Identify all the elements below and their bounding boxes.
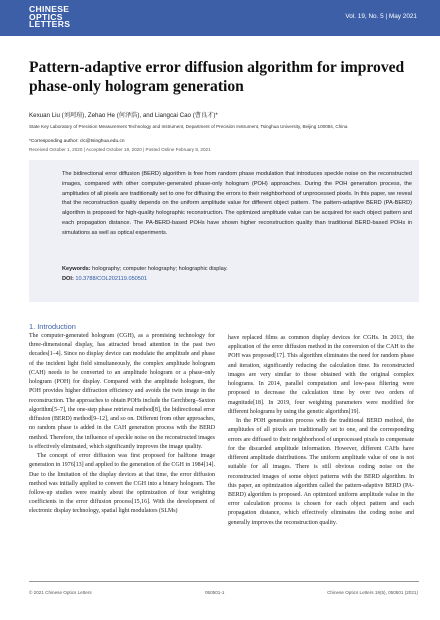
paragraph: have replaced films as common display devices for CGHs. In 2013, the application of the error diffusion method in the conversion of the CAH to the POH was proposed[17]. This algorithm eliminates the need for random phase and iteration, significantly reducing the calculation time. Its reconstructed images are very similar to those obtained with the original complex holograms. In 2014, parallel computation and low-pass filtering were proposed to decrease the calculation time by over two orders of magnitude[18]. In 2019, four weighting parameters were modified for different holograms by using the genetic algorithm[19]. [228,335,414,415]
paragraph: The computer-generated hologram (CGH), as a promising technology for three-dimensional display, has attracted broad attention in the past two decades[1–4]. Since no display device can modulate the amplitude and phase of the incident light field simultaneously, the complex amplitude hologram (CAH) needs to be converted to an amplitude hologram or a phase-only hologram (POH) for display. Compared with the amplitude hologram, the POH provides higher diffraction efficiency and avoids the twin image in the reconstruction. The approaches to obtain POHs include the Gerchberg–Saxton algorithm[5–7], the one-step phase retrieval method[8], the bidirectional error diffusion (BERD) method[9–12], and so on. Different from other approaches, no random phase is added in the CAH generation process with the BERD method. Therefore, the influence of speckle noise on the reconstructed images is effectively eliminated, which significantly improves the image quality. [29,333,215,450]
column-left [29,332,215,517]
doi-link[interactable]: 10.3788/COL202119.050501 [75,276,148,282]
doi-label: DOI: [62,276,74,282]
author-list: Kexuan Liu (刘珂瑄), Zehao He (何泽浩), and Liangcai Cao (曹良才)* [29,112,218,119]
title-line: phase-only hologram generation [29,78,244,95]
corresponding-author: *Corresponding author: clc@tsinghua.edu.cn [29,139,125,144]
footer-copyright: © 2021 Chinese Optics Letters [29,590,92,595]
footer-citation: Chinese Optics Letters 19(5), 050501 (2021) [327,590,418,595]
paragraph: The concept of error diffusion was first proposed for halftone image generation in 1976[13] and applied to the generation of the CGH in 1984[14]. Due to the limitation of the display devices at that time, the error diffusion method was initially applied to convert the CGH into a binary hologram. The follow-up studies were mainly about the optimization of four weighting coefficients in the error diffusion process[15,16]. With the development of electronic display technology, spatial light modulators (SLMs) [29,453,215,515]
keywords-value: holography; computer holography; holographic display. [92,266,228,272]
abstract-text: The bidirectional error diffusion (BERD) algorithm is free from random phase modulation that introduces speckle noise on the reconstructed images, compared with other computer-generated phase-only hologram (POH) approaches. During the POH generation process, the amplitudes of all pixels are traditionally set to one for diffusing the errors to their neighborhood of unprocessed pixels. In this paper, we reveal that the reconstruction quality depends on the uniform amplitude value for different object pattern. The pattern-adaptive BERD (PA-BERD) algorithm is proposed for high-quality holographic reconstruction. The optimized amplitude value can be acquired for each object pattern and each propagation distance. The PA-BERD-based POHs have shown higher reconstruction quality than traditional BERD-based POHs in simulations as well as optical experiments. [62,171,412,236]
paper-title [29,58,414,96]
paragraph: In the POH generation process with the traditional BERD method, the amplitudes of all pixels are traditionally set to one, and the corresponding errors are diffused to their neighborhood of unprocessed pixels to compensate for the discarded amplitude information. However, different CAHs have different amplitude distributions. The uniform amplitude value of one is not suitable for all images. There is still obvious coding noise on the reconstructed images of some object patterns with the BERD algorithm. In this paper, an optimization algorithm called the pattern-adaptive BERD (PA-BERD) algorithm is proposed. An optimized uniform amplitude value in the error calculation process is chosen for each object pattern and each propagation distance, which effectively eliminates the coding noise and generally improves the reconstruction quality. [228,418,414,526]
column-right [228,334,414,528]
publication-dates: Received October 1, 2020 | Accepted October 19, 2020 | Posted Online February 8, 2021 [29,147,211,152]
journal-header-bar [0,0,440,36]
journal-logo [29,6,70,29]
section-heading: 1. Introduction [29,322,76,331]
footer-divider [29,581,419,582]
issue-info: Vol. 19, No. 5 | May 2021 [345,13,417,20]
logo-line: LETTERS [29,19,71,30]
keywords-label: Keywords: [62,266,91,272]
title-line: Pattern-adaptive error diffusion algorithm for improved [29,59,405,76]
doi [62,276,147,282]
affiliation: State Key Laboratory of Precision Measurement Technology and Instrument, Department of Precision Instrument, Tsinghua University, Beijing 100084, China [29,124,348,129]
footer-page-number: 050501-1 [205,590,225,595]
logo-line: OPTICS [29,11,63,22]
keywords [62,266,228,272]
logo-line: CHINESE [29,4,70,14]
